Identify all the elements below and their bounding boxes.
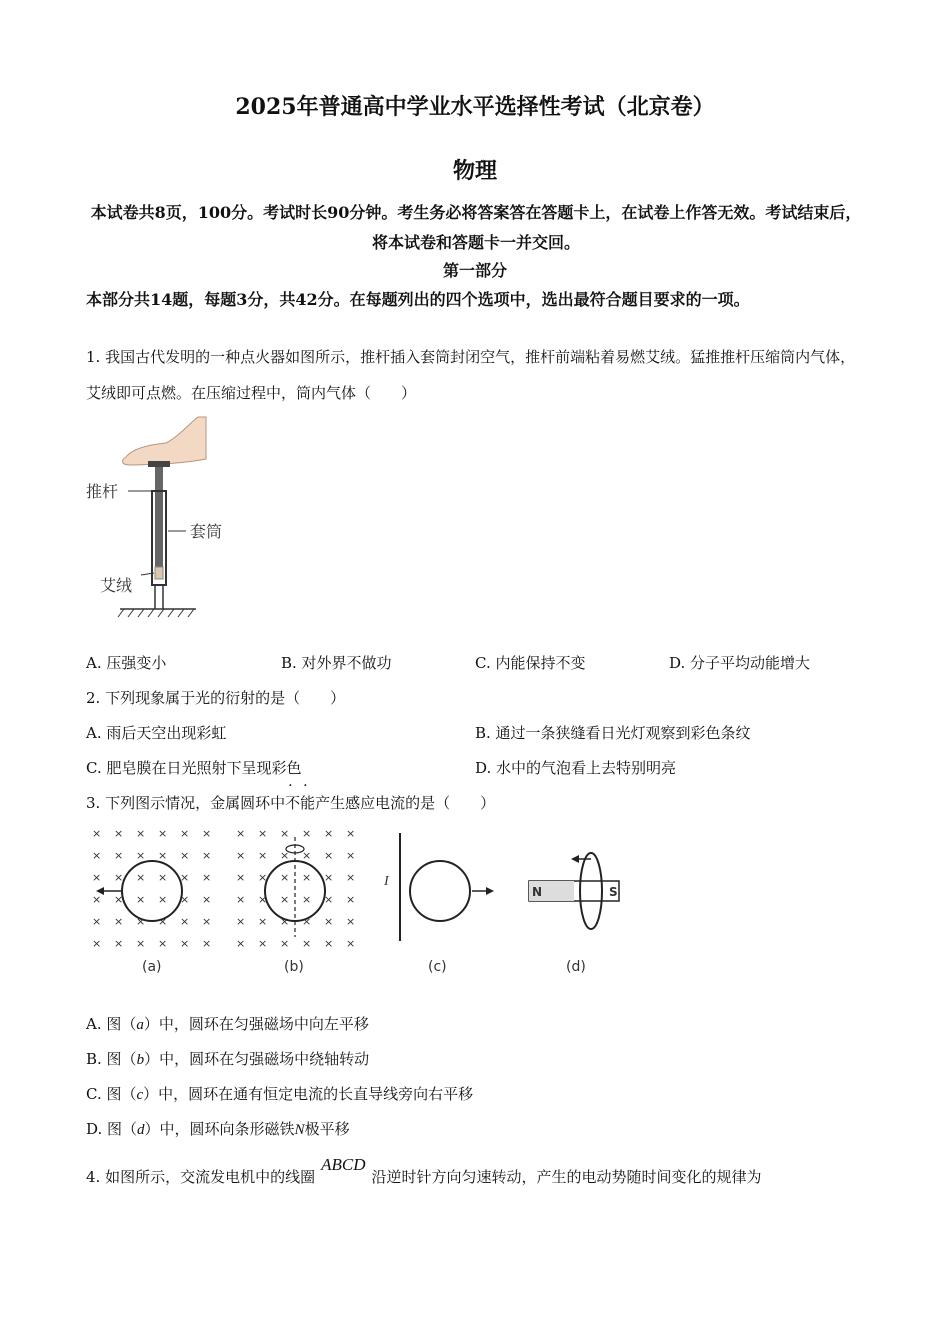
- opt-c-post: ）中，圆环在通有恒定电流的长直导线旁向右平移: [143, 1085, 474, 1103]
- field-cross-mark: ×: [114, 827, 124, 840]
- label-north: N: [532, 885, 543, 899]
- question-2-option-c: C. 肥皂膜在日光照射下呈现彩色: [86, 759, 302, 777]
- field-cross-mark: ×: [324, 937, 334, 950]
- field-cross-mark: ×: [136, 915, 146, 928]
- label-moxa: 艾绒: [100, 576, 133, 595]
- ground-hatch: [118, 609, 194, 617]
- question-2-option-d: D. 水中的气泡看上去特别明亮: [475, 759, 677, 777]
- opt-a-var: a: [136, 1017, 144, 1033]
- field-cross-mark: ×: [158, 827, 168, 840]
- hand-shape: [123, 417, 206, 465]
- field-cross-mark: ×: [180, 827, 190, 840]
- field-cross-mark: ×: [158, 849, 168, 862]
- question-4-stem-post: 沿逆时针方向匀速转动，产生的电动势随时间变化的规律为: [371, 1168, 762, 1186]
- field-cross-mark: ×: [324, 871, 334, 884]
- field-cross-mark: ×: [202, 827, 212, 840]
- field-cross-mark: ×: [180, 871, 190, 884]
- field-cross-mark: ×: [346, 915, 356, 928]
- field-cross-mark: ×: [202, 849, 212, 862]
- label-sleeve: 套筒: [190, 522, 223, 541]
- opt-d-var: d: [137, 1122, 145, 1138]
- question-4-stem: [86, 1155, 762, 1187]
- opt-b-post: ）中，圆环在匀强磁场中绕轴转动: [144, 1050, 370, 1068]
- label-current: I: [384, 874, 389, 889]
- field-cross-mark: ×: [302, 937, 312, 950]
- opt-d-post: 极平移: [304, 1120, 350, 1138]
- field-cross-mark: ×: [202, 871, 212, 884]
- question-4-stem-pre: 4. 如图所示，交流发电机中的线圈: [86, 1168, 316, 1186]
- question-2-option-b: B. 通过一条狭缝看日光灯观察到彩色条纹: [475, 724, 751, 742]
- field-cross-mark: ×: [258, 937, 268, 950]
- field-cross-mark: ×: [136, 871, 146, 884]
- coil-label: ABCD: [321, 1155, 366, 1174]
- field-cross-mark: ×: [302, 849, 312, 862]
- field-cross-mark: ×: [258, 893, 268, 906]
- question-3-option-b: [86, 1048, 369, 1069]
- opt-a-post: ）中，圆环在匀强磁场中向左平移: [143, 1015, 369, 1033]
- question-2-stem: 2. 下列现象属于光的衍射的是（ ）: [86, 689, 346, 707]
- field-cross-mark: ×: [280, 871, 290, 884]
- question-3-stem-post: 产生感应电流的是（ ）: [315, 794, 496, 812]
- field-cross-mark: ×: [346, 937, 356, 950]
- question-3-stem-pre: 3. 下列图示情况，金属圆环中: [86, 794, 286, 812]
- field-cross-mark: ×: [158, 915, 168, 928]
- field-cross-mark: ×: [280, 915, 290, 928]
- figure-b: [236, 827, 355, 975]
- field-cross-mark: ×: [258, 849, 268, 862]
- field-cross-mark: ×: [158, 937, 168, 950]
- right-arrow-icon: [486, 887, 494, 895]
- field-cross-mark: ×: [236, 915, 246, 928]
- push-rod: [155, 467, 163, 567]
- figure-c: [383, 833, 494, 975]
- field-cross-mark: ×: [92, 849, 102, 862]
- field-cross-mark: ×: [236, 937, 246, 950]
- field-cross-mark: ×: [236, 849, 246, 862]
- opt-b-pre: B. 图（: [86, 1050, 137, 1068]
- rod-cap: [148, 461, 170, 467]
- section-note: 本部分共14题，每题3分，共42分。在每题列出的四个选项中，选出最符合题目要求的一项。: [86, 290, 750, 309]
- question-3-option-c: [86, 1083, 473, 1104]
- field-cross-mark: ×: [236, 893, 246, 906]
- induction-figures: [86, 825, 646, 980]
- field-cross-mark: ×: [136, 893, 146, 906]
- field-cross-mark: ×: [324, 827, 334, 840]
- opt-d-mid: ）中，圆环向条形磁铁: [144, 1120, 295, 1138]
- field-cross-mark: ×: [302, 893, 312, 906]
- field-cross-mark: ×: [114, 871, 124, 884]
- opt-c-pre: C. 图（: [86, 1085, 137, 1103]
- question-3-stem: [86, 792, 495, 813]
- field-cross-mark: ×: [302, 915, 312, 928]
- ring-c: [410, 861, 470, 921]
- question-1-option-d: D. 分子平均动能增大: [669, 654, 811, 672]
- ring-a: [122, 861, 182, 921]
- question-2-option-a: A. 雨后天空出现彩虹: [86, 724, 227, 742]
- subject-title: 物理: [452, 158, 497, 184]
- field-cross-mark: ×: [280, 893, 290, 906]
- field-cross-mark: ×: [324, 849, 334, 862]
- field-cross-mark: ×: [280, 827, 290, 840]
- field-cross-mark: ×: [92, 827, 102, 840]
- label-south: S: [609, 885, 618, 899]
- field-cross-mark: ×: [136, 827, 146, 840]
- opt-d-pre: D. 图（: [86, 1120, 138, 1138]
- field-cross-mark: ×: [258, 827, 268, 840]
- field-cross-mark: ×: [258, 871, 268, 884]
- field-cross-mark: ×: [114, 915, 124, 928]
- opt-d-var2: N: [294, 1122, 305, 1138]
- label-fig-c: (c): [428, 959, 447, 975]
- part-heading: 第一部分: [442, 261, 507, 280]
- field-cross-mark: ×: [324, 915, 334, 928]
- field-cross-mark: ×: [92, 915, 102, 928]
- field-cross-mark: ×: [92, 893, 102, 906]
- field-cross-mark: ×: [346, 827, 356, 840]
- field-cross-mark: ×: [158, 893, 168, 906]
- question-1-option-a: A. 压强变小: [86, 654, 167, 672]
- field-cross-mark: ×: [302, 827, 312, 840]
- field-cross-mark: ×: [180, 893, 190, 906]
- figure-a: [92, 827, 211, 975]
- figure-d: [529, 853, 619, 975]
- field-cross-mark: ×: [202, 893, 212, 906]
- field-cross-mark: ×: [202, 915, 212, 928]
- exam-title: 2025年普通高中学业水平选择性考试（北京卷）: [235, 94, 715, 120]
- question-3-emphasis: 不能: [285, 794, 316, 812]
- field-cross-mark: ×: [346, 849, 356, 862]
- ring-b: [265, 861, 325, 921]
- question-1-stem: 1. 我国古代发明的一种点火器如图所示，推杆插入套筒封闭空气，推杆前端粘着易燃艾绒。猛推推杆压缩筒内气体，艾绒即可点燃。在压缩过程中，筒内气体（ ）: [86, 348, 856, 402]
- field-cross-mark: ×: [92, 871, 102, 884]
- field-cross-mark: ×: [180, 915, 190, 928]
- field-cross-mark: ×: [236, 871, 246, 884]
- field-cross-mark: ×: [280, 849, 290, 862]
- field-cross-mark: ×: [136, 937, 146, 950]
- question-3-option-d: [86, 1118, 350, 1139]
- field-cross-mark: ×: [92, 937, 102, 950]
- fire-piston-figure: [86, 415, 246, 625]
- field-cross-mark: ×: [236, 827, 246, 840]
- moxa-tip: [155, 567, 163, 579]
- field-cross-mark: ×: [346, 871, 356, 884]
- field-cross-mark: ×: [136, 849, 146, 862]
- field-cross-mark: ×: [324, 893, 334, 906]
- label-fig-a: (a): [142, 959, 162, 975]
- label-push-rod: 推杆: [86, 482, 119, 501]
- field-cross-mark: ×: [114, 937, 124, 950]
- field-cross-mark: ×: [258, 915, 268, 928]
- field-cross-mark: ×: [346, 893, 356, 906]
- label-fig-d: (d): [566, 959, 586, 975]
- field-cross-mark: ×: [180, 937, 190, 950]
- opt-a-pre: A. 图（: [86, 1015, 137, 1033]
- ring-d: [580, 853, 602, 929]
- label-fig-b: (b): [284, 959, 304, 975]
- field-cross-mark: ×: [280, 937, 290, 950]
- opt-b-var: b: [136, 1052, 145, 1068]
- left-arrow-icon: [571, 855, 579, 863]
- question-1-option-c: C. 内能保持不变: [475, 654, 586, 672]
- field-cross-mark: ×: [180, 849, 190, 862]
- question-1-option-b: B. 对外界不做功: [281, 654, 392, 672]
- field-cross-mark: ×: [158, 871, 168, 884]
- opt-c-var: c: [136, 1087, 144, 1103]
- question-3-option-a: [86, 1013, 369, 1034]
- field-cross-mark: ×: [302, 871, 312, 884]
- exam-instructions: 本试卷共8页，100分。考试时长90分钟。考生务必将答案答在答题卡上，在试卷上作答无效。考试结束后，将本试卷和答题卡一并交回。: [90, 203, 862, 252]
- field-cross-mark: ×: [114, 849, 124, 862]
- field-cross-mark: ×: [114, 893, 124, 906]
- field-cross-mark: ×: [202, 937, 212, 950]
